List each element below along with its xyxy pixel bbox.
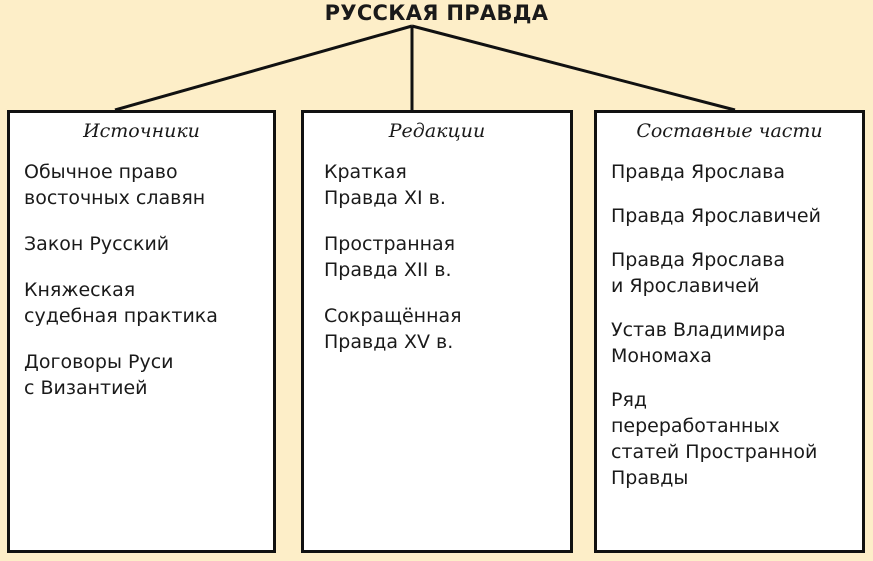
editions-item: Пространная Правда XII в. bbox=[324, 233, 456, 281]
parts-box bbox=[594, 110, 865, 553]
editions-list bbox=[304, 159, 570, 355]
diagram-title: РУССКАЯ ПРАВДА bbox=[324, 1, 549, 25]
sources-box bbox=[7, 110, 276, 553]
sources-item: Княжеская судебная практика bbox=[24, 279, 218, 327]
editions-item: Сокращённая Правда XV в. bbox=[324, 305, 462, 353]
parts-item: Ряд переработанных статей Пространной Правды bbox=[611, 389, 818, 489]
editions-header: Редакции bbox=[388, 120, 486, 142]
sources-header: Источники bbox=[83, 120, 200, 142]
sources-item: Закон Русский bbox=[24, 233, 170, 255]
parts-header: Составные части bbox=[636, 120, 823, 142]
parts-list bbox=[597, 159, 862, 491]
editions-item: Краткая Правда XI в. bbox=[324, 161, 446, 209]
parts-item: Устав Владимира Мономаха bbox=[611, 319, 786, 367]
editions-box bbox=[301, 110, 573, 553]
parts-item: Правда Ярослава и Ярославичей bbox=[611, 249, 785, 297]
connector-to-parts bbox=[412, 26, 735, 110]
parts-item: Правда Ярослава bbox=[611, 161, 785, 183]
connector-to-sources bbox=[115, 26, 412, 110]
sources-list bbox=[10, 159, 273, 401]
sources-item: Обычное право восточных славян bbox=[24, 161, 206, 209]
parts-item: Правда Ярославичей bbox=[611, 205, 821, 227]
sources-item: Договоры Руси с Византией bbox=[24, 351, 174, 399]
